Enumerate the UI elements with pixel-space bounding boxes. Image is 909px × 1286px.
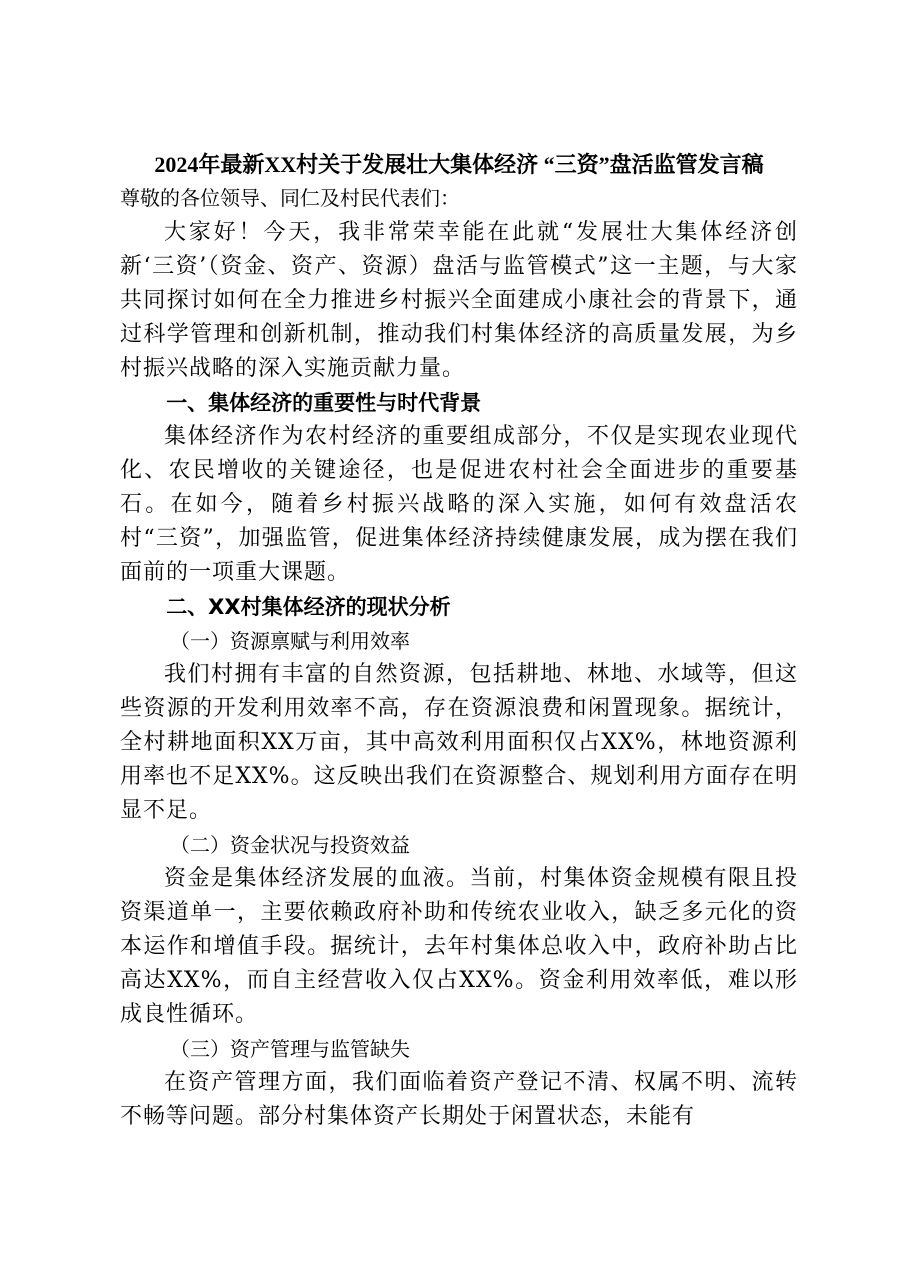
section-1-heading: 一、集体经济的重要性与时代背景 (166, 391, 482, 415)
salutation: 尊敬的各位领导、同仁及村民代表们： (120, 186, 460, 210)
subsection-1-paragraph: 我们村拥有丰富的自然资源，包括耕地、林地、水域等，但这些资源的开发利用效率不高，存在资源浪费和闲置现象。据统计，全村耕地面积XX万亩，其中高效利用面积仅占XX%，林地资源利用率也不足XX%。这反映出我们在资源整合、规划利用方面存在明显不足。 (120, 662, 798, 823)
section-2-heading: 二、XX村集体经济的现状分析 (166, 595, 451, 619)
subsection-2-paragraph: 资金是集体经济发展的血液。当前，村集体资金规模有限且投资渠道单一，主要依赖政府补助和传统农业收入，缺乏多元化的资本运作和增值手段。据统计，去年村集体总收入中，政府补助占比高达XX%，而自主经营收入仅占XX%。资金利用效率低，难以形成良性循环。 (120, 866, 798, 1027)
subsection-1-heading: （一）资源禀赋与利用效率 (170, 629, 410, 653)
section-1-paragraph: 集体经济作为农村经济的重要组成部分，不仅是实现农业现代化、农民增收的关键途径，也是促进农村社会全面进步的重要基石。在如今，随着乡村振兴战略的深入实施，如何有效盘活农村“三资”，加强监管，促进集体经济持续健康发展，成为摆在我们面前的一项重大课题。 (120, 424, 798, 585)
intro-paragraph: 大家好！今天，我非常荣幸能在此就“发展壮大集体经济创新‘三资’（资金、资产、资源）盘活与监管模式”这一主题，与大家共同探讨如何在全力推进乡村振兴全面建成小康社会的背景下，通过科学管理和创新机制，推动我们村集体经济的高质量发展，为乡村振兴战略的深入实施贡献力量。 (120, 220, 798, 381)
subsection-2-heading: （二）资金状况与投资效益 (170, 833, 410, 857)
document-page (120, 150, 798, 1134)
document-title: 2024年最新XX村关于发展壮大集体经济 “三资”盘活监管发言稿 (154, 152, 764, 177)
subsection-3-heading: （三）资产管理与监管缺失 (170, 1037, 410, 1061)
subsection-3-paragraph: 在资产管理方面，我们面临着资产登记不清、权属不明、流转不畅等问题。部分村集体资产长期处于闲置状态，未能有 (120, 1070, 798, 1129)
